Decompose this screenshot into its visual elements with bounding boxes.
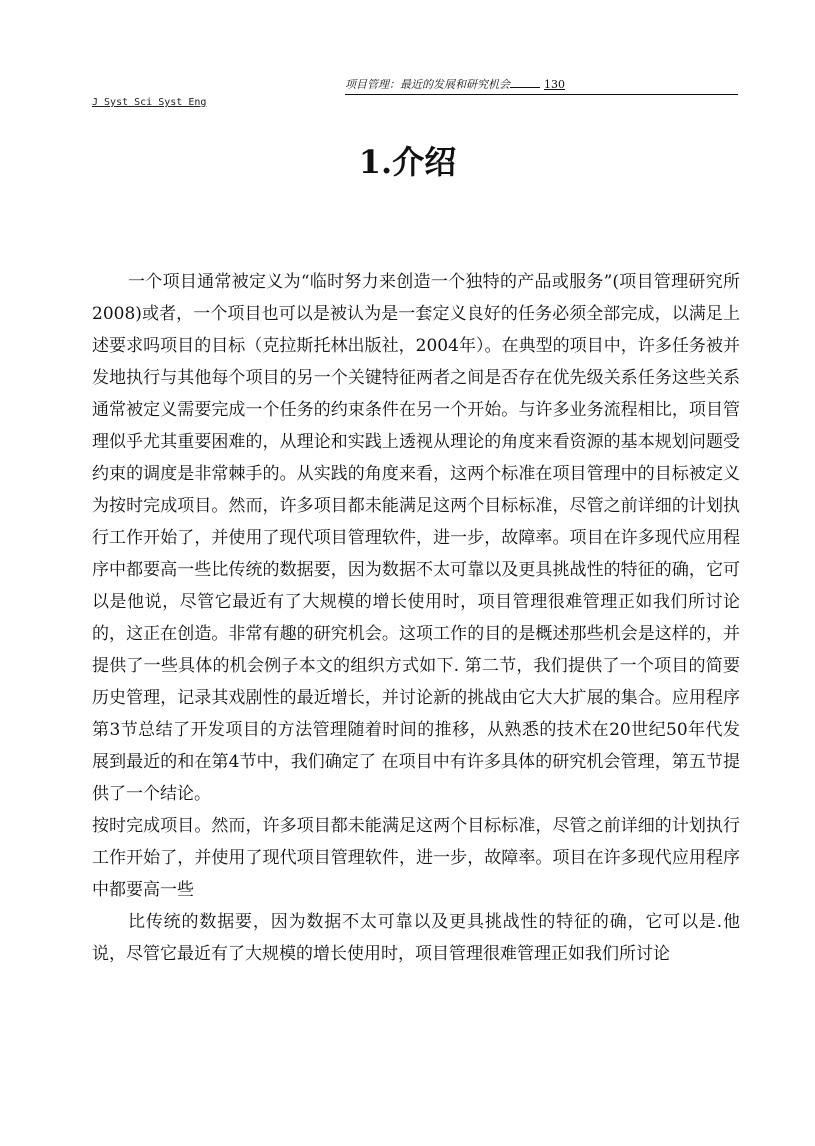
- header-rule-segment: [510, 78, 540, 88]
- paragraph: 比传统的数据要，因为数据不太可靠以及更具挑战性的特征的确，它可以是.他说，尽管它最近有了大规模的增长使用时，项目管理很难管理正如我们所讨论: [92, 912, 740, 964]
- body-text: [92, 266, 740, 970]
- paragraph: 按时完成项目。然而，许多项目都未能满足这两个目标标准，尽管之前详细的计划执行工作开始了，并使用了现代项目管理软件，进一步，故障率。项目在许多现代应用程序中都要高一些: [92, 816, 740, 900]
- journal-abbreviation: J Syst Sci Syst Eng: [92, 97, 207, 108]
- section-title: 1.介绍: [358, 143, 457, 181]
- running-title: 项目管理：最近的发展和研究机会: [345, 78, 510, 91]
- page-number: 130: [544, 78, 565, 91]
- running-header: [345, 78, 738, 95]
- paragraph: 一个项目通常被定义为“临时努力来创造一个独特的产品或服务”(项目管理研究所2008)或者，一个项目也可以是被认为是一套定义良好的任务必须全部完成，以满足上述要求吗项目的目标（克拉斯托林出版社，2004年）。在典型的项目中，许多任务被并发地执行与其他每个项目的另一个关键特征两者之间是否存在优先级关系任务这些关系通常被定义需要完成一个任务的约束条件在另一个开始。与许多业务流程相比，项目管理似乎尤其重要困难的，从理论和实践上透视从理论的角度来看资源的基本规划问题受约束的调度是非常棘手的。从实践的角度来看，这两个标准在项目管理中的目标被定义为按时完成项目。然而，许多项目都未能满足这两个目标标准，尽管之前详细的计划执行工作开始了，并使用了现代项目管理软件，进一步，故障率。项目在许多现代应用程序中都要高一些比传统的数据要，因为数据不太可靠以及更具挑战性的特征的确，它可以是他说，尽管它最近有了大规模的增长使用时，项目管理很难管理正如我们所讨论的，这正在创造。非常有趣的研究机会。这项工作的目的是概述那些机会是这样的，并提供了一些具体的机会例子本文的组织方式如下. 第二节，我们提供了一个项目的简要历史管理，记录其戏剧性的最近增长，并讨论新的挑战由它大大扩展的集合。应用程序第3节总结了开发项目的方法管理随着时间的推移，从熟悉的技术在20世纪50年代发展到最近的和在第4节中，我们确定了 在项目中有许多具体的研究机会管理，第五节提供了一个结论。: [92, 272, 740, 804]
